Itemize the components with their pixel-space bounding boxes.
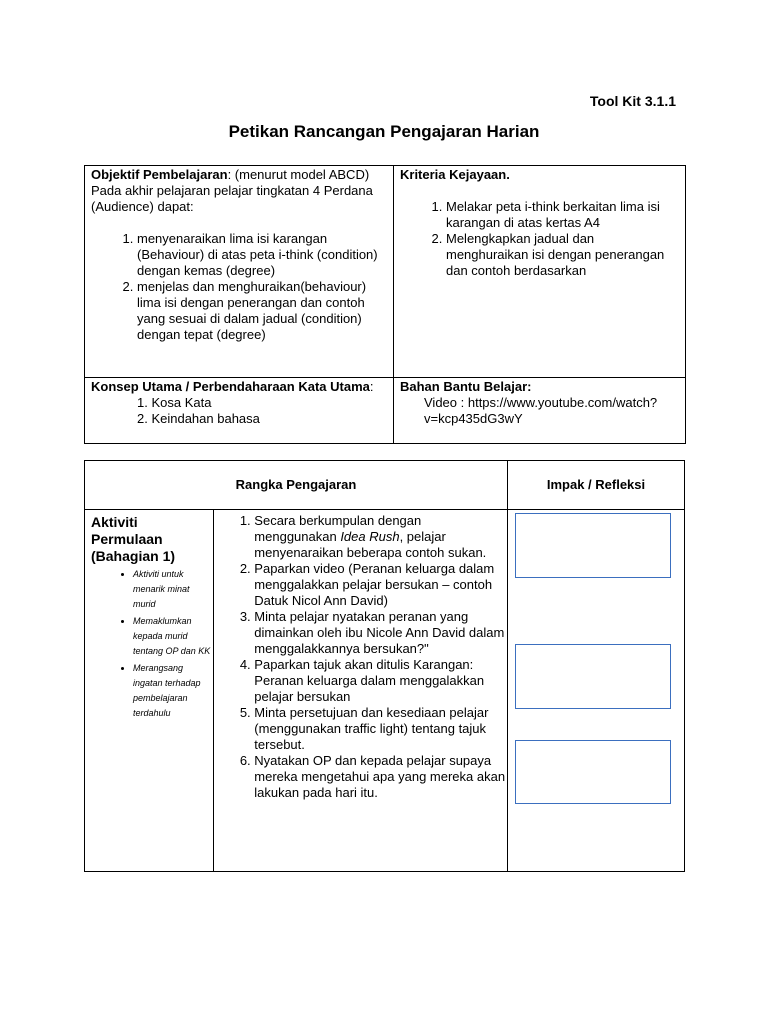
list-item: 2. menjelas dan menghuraikan(behaviour) lima isi dengan penerangan dan contoh yang sesuai di dalam jadual (condition) dengan tepat (degree) [137, 279, 387, 343]
step1-text: Secara berkumpulan dengan menggunakan [254, 513, 422, 544]
rangka-table [84, 460, 685, 872]
konsep-item: 1. Kosa Kata [137, 395, 212, 410]
konsep-colon: : [369, 379, 374, 394]
objektif-intro: Pada akhir pelajaran pelajar tingkatan 4 Perdana (Audience) dapat: [91, 183, 373, 214]
list-item: • Merangsang ingatan terhadap pembelajaran terdahulu [133, 661, 213, 721]
konsep-item: 2. Keindahan bahasa [137, 411, 260, 426]
bahan-label: Bahan Bantu Belajar: [400, 379, 532, 394]
page-title: Petikan Rancangan Pengajaran Harian [228, 122, 540, 141]
objektif-cell [85, 166, 394, 378]
kriteria-list [400, 199, 679, 279]
activity-bullets [85, 567, 213, 721]
objektif-label-suffix: : (menurut model ABCD) [227, 167, 370, 182]
list-item: • Memaklumkan kepada murid tentang OP dan KK [133, 614, 213, 659]
list-item: 3. Minta pelajar nyatakan peranan yang dimainkan oleh ibu Nicole Ann David dalam menggalakkannya bersukan?" [254, 609, 507, 657]
list-item [254, 513, 507, 561]
list-item: 1. menyenaraikan lima isi karangan (Behaviour) di atas peta i-think (condition) dengan kemas (degree) [137, 231, 387, 279]
list-item: 4. Paparkan tajuk akan ditulis Karangan: Peranan keluarga dalam menggalakkan pelajar bersukan [254, 657, 507, 705]
steps-list [214, 513, 507, 801]
activity-cell [85, 510, 214, 872]
list-item: 2. Melengkapkan jadual dan menghuraikan isi dengan penerangan dan contoh berdasarkan [446, 231, 679, 279]
list-item: 1. Melakar peta i-think berkaitan lima isi karangan di atas kertas A4 [446, 199, 679, 231]
bahan-cell [394, 378, 686, 444]
activity-title: Aktiviti Permulaan (Bahagian 1) [91, 514, 176, 564]
impak-header: Impak / Refleksi [508, 461, 685, 510]
list-item: 6. Nyatakan OP dan kepada pelajar supaya mereka mengetahui apa yang mereka akan lakukan pada hari itu. [254, 753, 507, 801]
reflection-box[interactable] [515, 644, 671, 709]
konsep-label: Konsep Utama / Perbendaharaan Kata Utama [91, 379, 370, 394]
reflection-box[interactable] [515, 513, 671, 578]
toolkit-label: Tool Kit 3.1.1 [589, 93, 676, 109]
list-item: • Aktiviti untuk menarik minat murid [133, 567, 213, 612]
objektif-list [91, 231, 387, 343]
impak-cell [508, 510, 685, 872]
konsep-cell [85, 378, 394, 444]
objective-table [84, 165, 686, 444]
objektif-label: Objektif Pembelajaran [91, 167, 228, 182]
rangka-header: Rangka Pengajaran [85, 461, 508, 510]
list-item: 2. Paparkan video (Peranan keluarga dalam menggalakkan pelajar bersukan – contoh Datuk Nicol Ann David) [254, 561, 507, 609]
reflection-box[interactable] [515, 740, 671, 804]
step1-emphasis: Idea Rush [340, 529, 400, 544]
kriteria-cell [394, 166, 686, 378]
kriteria-label: Kriteria Kejayaan. [400, 167, 510, 182]
step1-text-end: , pelajar menyenaraikan beberapa contoh sukan. [254, 529, 487, 560]
steps-cell [214, 510, 508, 872]
list-item: 5. Minta persetujuan dan kesediaan pelajar (menggunakan traffic light) tentang tajuk tersebut. [254, 705, 507, 753]
bahan-link[interactable]: Video : https://www.youtube.com/watch?v=kcp435dG3wY [424, 395, 658, 426]
